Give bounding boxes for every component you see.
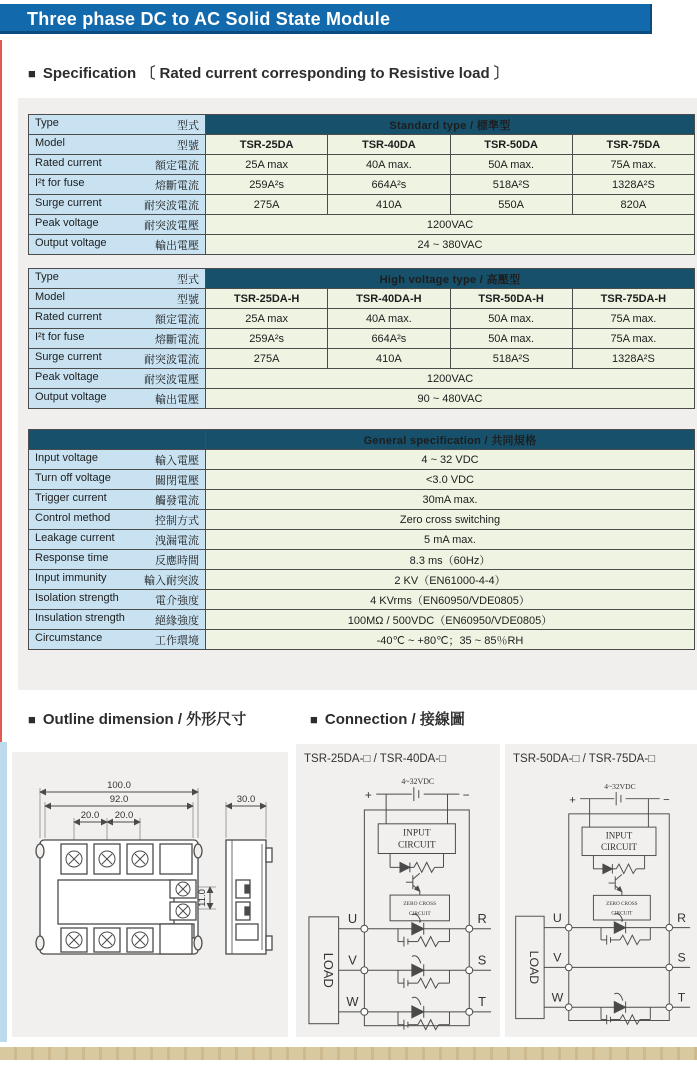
row-label-en: Response time (35, 551, 109, 564)
table-row (29, 590, 695, 610)
svg-text:S: S (477, 952, 487, 968)
screw-icon (176, 904, 190, 918)
row-label-cell (29, 309, 206, 329)
model-cell: TSR-40DA (328, 135, 450, 155)
value-cell: 4 KVrms（EN60950/VDE0805） (206, 590, 695, 610)
dim-30-label: 30.0 (236, 794, 256, 805)
row-label-zh: 耐突波電壓 (144, 373, 199, 386)
spec-table (28, 268, 695, 409)
value-cell: 25A max (206, 155, 328, 175)
screw-icon (99, 932, 115, 948)
dim-20b-label: 20.0 (114, 810, 134, 821)
svg-text:INPUT: INPUT (605, 830, 633, 841)
value-cell: 1200VAC (206, 215, 695, 235)
connection-panel-50-75 (505, 744, 697, 1037)
row-label-zh: 關閉電壓 (155, 474, 199, 487)
table-row (29, 135, 695, 155)
table-row (29, 570, 695, 590)
specification-heading (28, 62, 509, 83)
row-label-cell (29, 630, 206, 650)
table-row (29, 289, 695, 309)
svg-text:V: V (553, 950, 562, 965)
svg-text:R: R (477, 910, 487, 926)
row-label-zh: 控制方式 (155, 514, 199, 527)
svg-text:INPUT: INPUT (402, 828, 431, 839)
model-cell: TSR-50DA (450, 135, 572, 155)
type-header-cell: High voltage type / 高壓型 (206, 269, 695, 289)
row-label-cell (29, 590, 206, 610)
svg-text:T: T (478, 993, 487, 1009)
square-bullet-icon: ■ (28, 66, 36, 81)
svg-text:CIRCUIT: CIRCUIT (601, 841, 638, 852)
table-row (29, 155, 695, 175)
row-label-cell (29, 215, 206, 235)
value-cell: 50A max. (450, 155, 572, 175)
value-cell: 518A²S (450, 175, 572, 195)
table-row (29, 490, 695, 510)
value-cell: -40℃ ~ +80℃；35 ~ 85％RH (206, 630, 695, 650)
row-label-en: Rated current (35, 310, 102, 323)
value-cell: 820A (572, 195, 694, 215)
svg-text:CIRCUIT: CIRCUIT (398, 840, 436, 851)
value-cell: 2 KV（EN61000-4-4） (206, 570, 695, 590)
value-cell: 90 ~ 480VAC (206, 389, 695, 409)
svg-text:W: W (551, 990, 564, 1005)
svg-text:W: W (346, 993, 359, 1009)
value-cell: 1328A²S (572, 349, 694, 369)
row-label-en: Peak voltage (35, 370, 99, 383)
outline-heading (28, 708, 246, 729)
row-label-en: Input voltage (35, 451, 98, 464)
value-cell: 4 ~ 32 VDC (206, 450, 695, 470)
general-spec-table-host (18, 429, 697, 650)
row-label-en: Output voltage (35, 236, 107, 249)
row-label-zh: 耐突波電壓 (144, 219, 199, 232)
row-label-en: Surge current (35, 350, 102, 363)
row-label-cell (29, 269, 206, 289)
left-red-edge-line (0, 40, 2, 742)
table-row (29, 610, 695, 630)
page-bottom-edge-strip (0, 1047, 697, 1060)
value-cell: 410A (328, 349, 450, 369)
type-header-cell: Standard type / 標準型 (206, 115, 695, 135)
general-header-cell: General specification / 共同規格 (206, 430, 695, 450)
model-cell: TSR-75DA (572, 135, 694, 155)
row-label-en: Leakage current (35, 531, 115, 544)
value-cell: 664A²s (328, 175, 450, 195)
svg-text:ZERO CROSS: ZERO CROSS (606, 900, 638, 907)
dim-92-label: 92.0 (109, 794, 129, 805)
left-blue-edge-strip (0, 742, 7, 1042)
row-label-en: Model (35, 136, 65, 149)
row-label-zh: 耐突波電流 (144, 353, 199, 366)
value-cell: 50A max. (450, 309, 572, 329)
table-row (29, 430, 695, 450)
svg-text:U: U (347, 910, 358, 926)
table-row (29, 510, 695, 530)
spec-table (28, 114, 695, 255)
row-label-zh: 額定電流 (155, 313, 199, 326)
svg-text:LOAD: LOAD (320, 952, 336, 988)
row-label-cell (29, 610, 206, 630)
page-title: Three phase DC to AC Solid State Module (0, 4, 652, 34)
row-label-en: Circumstance (35, 631, 103, 644)
connection-diagram-host (296, 771, 500, 1033)
screw-icon (99, 851, 115, 867)
svg-text:4~32VDC: 4~32VDC (401, 777, 435, 787)
table-row (29, 115, 695, 135)
svg-text:+: + (364, 788, 372, 803)
row-label-en: Input immunity (35, 571, 107, 584)
screw-icon (66, 932, 82, 948)
model-cell: TSR-25DA-H (206, 289, 328, 309)
specification-panel (18, 98, 697, 690)
specification-heading-text: Specification (42, 65, 137, 82)
svg-text:CIRCUIT: CIRCUIT (408, 910, 431, 917)
svg-text:+: + (569, 794, 576, 807)
model-cell: TSR-75DA-H (572, 289, 694, 309)
value-cell: 664A²s (328, 329, 450, 349)
connection-title: TSR-25DA-□ / TSR-40DA-□ (304, 753, 447, 765)
model-cell: TSR-50DA-H (450, 289, 572, 309)
value-cell: 259A²s (206, 175, 328, 195)
screw-icon (132, 932, 148, 948)
connection-heading-text: Connection / 接線圖 (324, 711, 465, 728)
row-label-zh: 耐突波電流 (144, 199, 199, 212)
row-label-zh: 絕緣強度 (155, 614, 199, 627)
model-cell: TSR-40DA-H (328, 289, 450, 309)
row-label-zh: 觸發電流 (155, 494, 199, 507)
svg-text:LOAD: LOAD (526, 950, 541, 985)
row-label-zh: 額定電流 (155, 159, 199, 172)
row-label-zh: 輸出電壓 (155, 239, 199, 252)
svg-text:T: T (677, 990, 686, 1005)
table-row (29, 349, 695, 369)
value-cell: 8.3 ms（60Hz） (206, 550, 695, 570)
value-cell: 275A (206, 195, 328, 215)
svg-text:−: − (462, 788, 470, 803)
value-cell: 100MΩ / 500VDC（EN60950/VDE0805） (206, 610, 695, 630)
value-cell: 1328A²S (572, 175, 694, 195)
table-row (29, 550, 695, 570)
row-label-cell (29, 175, 206, 195)
value-cell: 410A (328, 195, 450, 215)
outline-dimension-panel (12, 752, 288, 1037)
standard-type-table-host (18, 114, 697, 255)
row-label-cell (29, 470, 206, 490)
svg-text:U: U (552, 910, 562, 925)
row-label-cell (29, 135, 206, 155)
row-label-en: Trigger current (35, 491, 107, 504)
row-label-zh: 型號 (177, 139, 199, 152)
row-label-cell (29, 389, 206, 409)
row-label-en: Rated current (35, 156, 102, 169)
value-cell: Zero cross switching (206, 510, 695, 530)
table-row (29, 269, 695, 289)
high-voltage-type-table-host (18, 268, 697, 409)
dim-20a-label: 20.0 (80, 810, 100, 821)
value-cell: 30mA max. (206, 490, 695, 510)
screw-icon (176, 882, 190, 896)
connection-circuit-svg (510, 771, 692, 1033)
screw-icon (132, 851, 148, 867)
value-cell: 24 ~ 380VAC (206, 235, 695, 255)
row-label-cell (29, 195, 206, 215)
row-label-cell (29, 450, 206, 470)
value-cell: 550A (450, 195, 572, 215)
row-label-cell (29, 570, 206, 590)
table-row (29, 630, 695, 650)
specification-heading-bracket: 〔 Rated current corresponding to Resistive load 〕 (140, 65, 509, 82)
svg-text:ZERO CROSS: ZERO CROSS (403, 900, 437, 907)
row-label-en: Output voltage (35, 390, 107, 403)
table-row (29, 369, 695, 389)
row-label-en: Type (35, 270, 59, 283)
general-spec-table (28, 429, 695, 650)
table-row (29, 175, 695, 195)
row-label-cell (29, 115, 206, 135)
connection-diagram-host (505, 771, 697, 1033)
table-row (29, 450, 695, 470)
value-cell: 75A max. (572, 155, 694, 175)
svg-text:S: S (677, 950, 686, 965)
connection-heading (310, 708, 465, 729)
value-cell: 75A max. (572, 309, 694, 329)
row-label-cell (29, 289, 206, 309)
row-label-zh: 型式 (177, 119, 199, 132)
row-label-cell (29, 550, 206, 570)
row-label-zh: 電介強度 (155, 594, 199, 607)
row-label-cell (29, 530, 206, 550)
svg-text:R: R (677, 910, 687, 925)
outline-dimension-drawing (12, 752, 288, 1037)
row-label-cell (29, 369, 206, 389)
row-label-en: Surge current (35, 196, 102, 209)
row-label-cell (29, 329, 206, 349)
row-label-cell (29, 490, 206, 510)
value-cell: 50A max. (450, 329, 572, 349)
dim-11-label: 11.0 (197, 889, 208, 907)
row-label-en: Type (35, 116, 59, 129)
row-label-cell (29, 349, 206, 369)
row-label-cell (29, 510, 206, 530)
row-label-en: Peak voltage (35, 216, 99, 229)
table-row (29, 195, 695, 215)
row-label-zh: 型式 (177, 273, 199, 286)
square-bullet-icon: ■ (310, 712, 318, 727)
value-cell: 275A (206, 349, 328, 369)
table-row (29, 309, 695, 329)
table-row (29, 215, 695, 235)
table-row (29, 235, 695, 255)
value-cell: 40A max. (328, 155, 450, 175)
model-cell: TSR-25DA (206, 135, 328, 155)
row-label-zh: 輸入耐突波 (144, 574, 199, 587)
connection-circuit-svg (303, 771, 493, 1033)
svg-text:−: − (663, 794, 670, 807)
table-row (29, 530, 695, 550)
row-label-zh: 型號 (177, 293, 199, 306)
dim-100-label: 100.0 (107, 780, 131, 791)
screw-icon (66, 851, 82, 867)
row-label-en: Turn off voltage (35, 471, 111, 484)
row-label-zh: 反應時間 (155, 554, 199, 567)
svg-text:CIRCUIT: CIRCUIT (611, 910, 633, 917)
table-row (29, 389, 695, 409)
row-label-cell (29, 155, 206, 175)
row-label-en: Insulation strength (35, 611, 125, 624)
row-label-zh: 熔斷電流 (155, 333, 199, 346)
value-cell: 1200VAC (206, 369, 695, 389)
value-cell: 5 mA max. (206, 530, 695, 550)
table-row (29, 329, 695, 349)
row-label-en: I²t for fuse (35, 176, 85, 189)
row-label-en: I²t for fuse (35, 330, 85, 343)
value-cell: 75A max. (572, 329, 694, 349)
svg-text:V: V (348, 952, 357, 968)
connection-title: TSR-50DA-□ / TSR-75DA-□ (513, 753, 656, 765)
row-label-cell (29, 235, 206, 255)
table-row (29, 470, 695, 490)
value-cell: 25A max (206, 309, 328, 329)
row-label-zh: 熔斷電流 (155, 179, 199, 192)
connection-panel-25-40 (296, 744, 500, 1037)
row-label-zh: 輸出電壓 (155, 393, 199, 406)
value-cell: <3.0 VDC (206, 470, 695, 490)
outline-heading-text: Outline dimension / 外形尺寸 (42, 711, 247, 728)
value-cell: 259A²s (206, 329, 328, 349)
row-label-zh: 工作環境 (155, 634, 199, 647)
svg-text:4~32VDC: 4~32VDC (604, 782, 636, 792)
general-header-filler (29, 430, 206, 450)
value-cell: 40A max. (328, 309, 450, 329)
square-bullet-icon: ■ (28, 712, 36, 727)
value-cell: 518A²S (450, 349, 572, 369)
row-label-zh: 洩漏電流 (155, 534, 199, 547)
row-label-en: Control method (35, 511, 111, 524)
row-label-en: Model (35, 290, 65, 303)
row-label-zh: 輸入電壓 (155, 454, 199, 467)
row-label-en: Isolation strength (35, 591, 119, 604)
